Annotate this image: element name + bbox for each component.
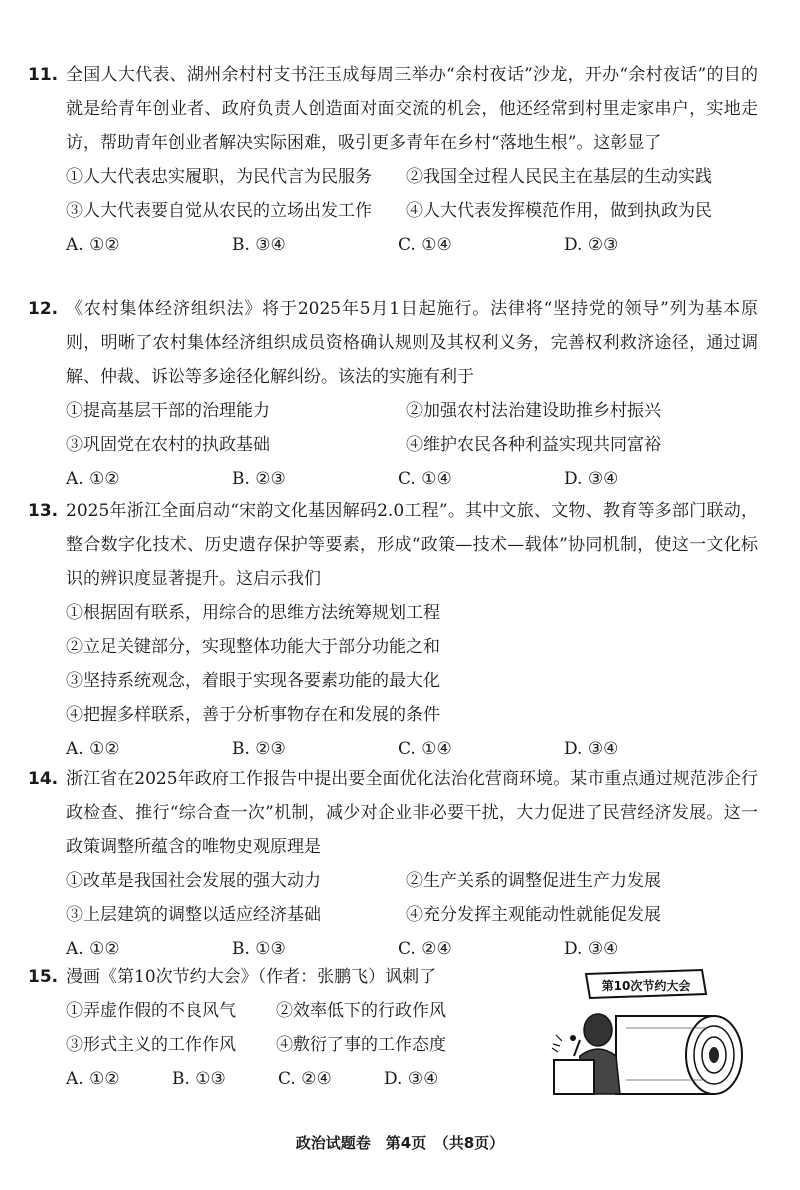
- choice-c[interactable]: C. ①④: [398, 235, 452, 255]
- statement-3: ③巩固党在农村的执政基础: [66, 435, 270, 455]
- banner: [586, 970, 706, 998]
- choice-d[interactable]: D. ③④: [564, 469, 619, 489]
- question-stem: 全国人大代表、湖州余村村支书汪玉成每周三举办“余村夜话”沙龙，开办“余村夜话”的目的就是给青年创业者、政府负责人创造面对面交流的机会，他还经常到村里走家串户，实地走访，帮助青年创业者解决实际困难，吸引更多青年在乡村“落地生根”。这彰显了: [66, 65, 758, 153]
- statement-3: ③上层建筑的调整以适应经济基础: [66, 905, 321, 925]
- question-number: 15.: [28, 967, 59, 987]
- statement-3: ③坚持系统观念，着眼于实现各要素功能的最大化: [66, 671, 440, 691]
- answer-choices: [66, 462, 758, 496]
- choice-c[interactable]: C. ②④: [398, 939, 452, 959]
- choice-a[interactable]: A. ①②: [66, 1069, 120, 1089]
- answer-choices: [66, 228, 758, 262]
- statement-options: [66, 596, 758, 732]
- question-number: 13.: [28, 501, 59, 521]
- choice-b[interactable]: B. ②③: [232, 469, 286, 489]
- choice-a[interactable]: A. ①②: [66, 469, 120, 489]
- question-15: [28, 960, 538, 1096]
- statement-options: [66, 994, 538, 1062]
- question-11: [28, 58, 758, 262]
- choice-c[interactable]: C. ②④: [278, 1069, 332, 1089]
- statement-1: ①提高基层干部的治理能力: [66, 401, 270, 421]
- statement-1: ①弄虚作假的不良风气: [66, 1001, 236, 1021]
- statement-1: ①根据固有联系，用综合的思维方法统筹规划工程: [66, 603, 440, 623]
- choice-b[interactable]: B. ②③: [232, 739, 286, 759]
- question-stem: 漫画《第10次节约大会》（作者：张鹏飞）讽刺了: [66, 967, 437, 987]
- statement-options: [66, 394, 758, 462]
- question-stem: 《农村集体经济组织法》将于2025年5月1日起施行。法律将“坚持党的领导”列为基本原则，明晰了农村集体经济组织成员资格确认规则及其权利义务，完善权利救济途径，通过调解、仲裁、诉讼等多途径化解纠纷。该法的实施有利于: [66, 299, 758, 387]
- paper-roll: [616, 1016, 742, 1094]
- statement-options: [66, 864, 758, 932]
- choice-d[interactable]: D. ②③: [564, 235, 619, 255]
- statement-options: [66, 160, 758, 228]
- choice-c[interactable]: C. ①④: [398, 739, 452, 759]
- statement-2: ②立足关键部分，实现整体功能大于部分功能之和: [66, 637, 440, 657]
- choice-c[interactable]: C. ①④: [398, 469, 452, 489]
- question-stem: 浙江省在2025年政府工作报告中提出要全面优化法治化营商环境。某市重点通过规范涉企行政检查、推行“综合查一次”机制，减少对企业非必要干扰，大力促进了民营经济发展。这一政策调整所蕴含的唯物史观原理是: [66, 769, 758, 857]
- cartoon-illustration: [546, 968, 746, 1096]
- statement-2: ②加强农村法治建设助推乡村振兴: [406, 401, 661, 421]
- question-13: [28, 494, 758, 766]
- choice-d[interactable]: D. ③④: [564, 739, 619, 759]
- page-footer: 政治试题卷 第4页 （共8页）: [295, 1134, 505, 1152]
- statement-2: ②效率低下的行政作风: [276, 1001, 446, 1021]
- answer-choices: [66, 732, 758, 766]
- choice-b[interactable]: B. ①③: [172, 1069, 226, 1089]
- statement-1: ①人大代表忠实履职，为民代言为民服务: [66, 167, 372, 187]
- statement-4: ④人大代表发挥模范作用，做到执政为民: [406, 201, 712, 221]
- choice-b[interactable]: B. ①③: [232, 939, 286, 959]
- answer-choices: [66, 1062, 538, 1096]
- choice-b[interactable]: B. ③④: [232, 235, 286, 255]
- question-12: [28, 292, 758, 496]
- statement-4: ④把握多样联系，善于分析事物存在和发展的条件: [66, 705, 440, 725]
- question-number: 14.: [28, 769, 59, 789]
- choice-a[interactable]: A. ①②: [66, 235, 120, 255]
- statement-1: ①改革是我国社会发展的强大动力: [66, 871, 321, 891]
- question-number: 12.: [28, 299, 59, 319]
- statement-3: ③形式主义的工作作风: [66, 1035, 236, 1055]
- choice-d[interactable]: D. ③④: [564, 939, 619, 959]
- statement-3: ③人大代表要自觉从农民的立场出发工作: [66, 201, 372, 221]
- choice-a[interactable]: A. ①②: [66, 939, 120, 959]
- statement-4: ④敷衍了事的工作态度: [276, 1035, 446, 1055]
- banner-text: 第10次节约大会: [601, 979, 691, 993]
- question-stem: 2025年浙江全面启动“宋韵文化基因解码2.0工程”。其中文旅、文物、教育等多部门联动，整合数字化技术、历史遗存保护等要素，形成“政策—技术—载体”协同机制，使这一文化标识的辨识度显著提升。这启示我们: [66, 501, 758, 589]
- statement-4: ④维护农民各种利益实现共同富裕: [406, 435, 661, 455]
- question-14: [28, 762, 758, 966]
- statement-4: ④充分发挥主观能动性就能促发展: [406, 905, 661, 925]
- question-number: 11.: [28, 65, 59, 85]
- speaker-figure: [552, 1014, 620, 1094]
- statement-2: ②我国全过程人民民主在基层的生动实践: [406, 167, 712, 187]
- choice-d[interactable]: D. ③④: [384, 1069, 439, 1089]
- choice-a[interactable]: A. ①②: [66, 739, 120, 759]
- statement-2: ②生产关系的调整促进生产力发展: [406, 871, 661, 891]
